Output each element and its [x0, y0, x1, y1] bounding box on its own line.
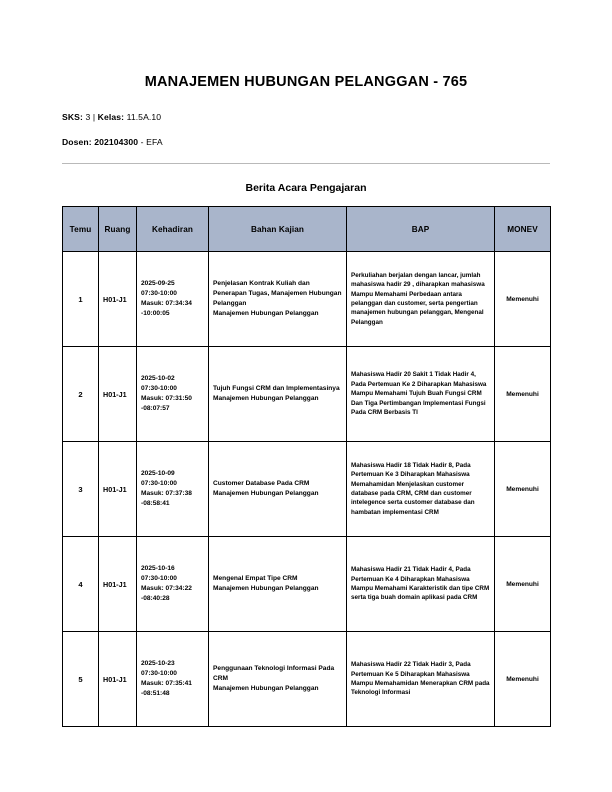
column-header-bahan-kajian: Bahan Kajian	[209, 207, 347, 252]
bahan-kajian-main: Tujuh Fungsi CRM dan Implementasinya	[213, 385, 340, 393]
cell-ruang: H01-J1	[99, 252, 137, 347]
table-row	[63, 442, 551, 537]
page-title: MANAJEMEN HUBUNGAN PELANGGAN - 765	[144, 74, 468, 90]
kehadiran-date: 2025-10-09	[141, 469, 175, 477]
meta-line-dosen	[62, 137, 550, 147]
column-header-ruang: Ruang	[99, 207, 137, 252]
cell-bap: Mahasiswa Hadir 18 Tidak Hadir 8, Pada Pertemuan Ke 3 Diharapkan Mahasiswa Memahamidan Menjelaskan customer database pada CRM, CRM dan customer intelegence serta customer database dan hambatan implementasi CRM	[347, 442, 495, 537]
bahan-kajian-sub: Manajemen Hubungan Pelanggan	[213, 395, 319, 402]
sks-value: 3	[85, 112, 91, 122]
kehadiran-time: 07:30-10:00	[141, 289, 177, 297]
bahan-kajian-main: Customer Database Pada CRM	[213, 480, 310, 488]
column-header-kehadiran: Kehadiran	[137, 207, 209, 252]
bahan-kajian-sub: Manajemen Hubungan Pelanggan	[213, 684, 319, 692]
kehadiran-keluar: -08:40:28	[141, 595, 170, 603]
cell-bahan-kajian	[209, 632, 347, 727]
kehadiran-date: 2025-10-23	[141, 659, 175, 667]
bahan-kajian-sub: Manajemen Hubungan Pelanggan	[213, 309, 319, 317]
kehadiran-keluar: -08:07:57	[141, 405, 170, 413]
cell-ruang: H01-J1	[99, 347, 137, 442]
kehadiran-keluar: -10:00:05	[141, 310, 170, 318]
kehadiran-time: 07:30-10:00	[141, 669, 177, 677]
cell-temu: 3	[63, 442, 99, 537]
meta-line-sks	[62, 112, 550, 122]
cell-bahan-kajian	[209, 442, 347, 537]
cell-ruang: H01-J1	[99, 537, 137, 632]
table-header-row	[63, 207, 551, 252]
kehadiran-date: 2025-10-16	[141, 564, 175, 572]
column-header-bap: BAP	[347, 207, 495, 252]
cell-temu: 2	[63, 347, 99, 442]
kehadiran-time: 07:30-10:00	[141, 384, 177, 392]
cell-monev: Memenuhi	[495, 442, 551, 537]
kehadiran-date: 2025-09-25	[141, 279, 175, 287]
berita-acara-table	[62, 206, 551, 727]
bahan-kajian-sub: Manajemen Hubungan Pelanggan	[213, 585, 319, 592]
dosen-code: 202104300	[94, 137, 139, 147]
cell-ruang: H01-J1	[99, 442, 137, 537]
kehadiran-masuk: Masuk: 07:31:50	[141, 395, 192, 402]
kehadiran-keluar: -08:58:41	[141, 500, 170, 508]
cell-kehadiran	[137, 252, 209, 347]
dosen-label: Dosen:	[62, 137, 92, 147]
table-row	[63, 252, 551, 347]
cell-bahan-kajian	[209, 347, 347, 442]
table-row	[63, 632, 551, 727]
kehadiran-masuk: Masuk: 07:35:41	[141, 680, 192, 687]
column-header-temu: Temu	[63, 207, 99, 252]
kehadiran-time: 07:30-10:00	[141, 574, 177, 582]
cell-bahan-kajian	[209, 537, 347, 632]
cell-bap: Mahasiswa Hadir 21 Tidak Hadir 4, Pada Pertemuan Ke 4 Diharapkan Mahasiswa Mampu Memahami Karakteristik dan tipe CRM serta tiga buah domain aplikasi pada CRM	[347, 537, 495, 632]
cell-kehadiran	[137, 347, 209, 442]
cell-kehadiran	[137, 537, 209, 632]
kehadiran-time: 07:30-10:00	[141, 479, 177, 487]
sks-label: SKS:	[62, 112, 83, 122]
kehadiran-masuk: Masuk: 07:37:38	[141, 490, 192, 497]
dosen-name: EFA	[146, 137, 163, 147]
cell-monev: Memenuhi	[495, 632, 551, 727]
kehadiran-date: 2025-10-02	[141, 374, 175, 382]
cell-temu: 5	[63, 632, 99, 727]
table-row	[63, 537, 551, 632]
bahan-kajian-sub: Manajemen Hubungan Pelanggan	[213, 490, 319, 497]
column-header-monev: MONEV	[495, 207, 551, 252]
bahan-kajian-main: Penggunaan Teknologi Informasi Pada CRM	[213, 665, 335, 683]
header-divider	[62, 163, 550, 164]
cell-temu: 4	[63, 537, 99, 632]
kehadiran-masuk: Masuk: 07:34:22	[141, 585, 192, 592]
cell-kehadiran	[137, 442, 209, 537]
table-body	[63, 252, 551, 727]
kelas-value: 11.5A.10	[126, 112, 162, 122]
cell-bahan-kajian	[209, 252, 347, 347]
cell-monev: Memenuhi	[495, 347, 551, 442]
bahan-kajian-main: Penjelasan Kontrak Kuliah dan Penerapan Tugas, Manajemen Hubungan Pelanggan	[213, 280, 342, 307]
section-title: Berita Acara Pengajaran	[245, 182, 367, 194]
kehadiran-masuk: Masuk: 07:34:34	[141, 300, 192, 307]
bahan-kajian-main: Mengenal Empat Tipe CRM	[213, 575, 298, 583]
cell-ruang: H01-J1	[99, 632, 137, 727]
course-meta	[62, 112, 550, 147]
cell-bap: Perkuliahan berjalan dengan lancar, jumlah mahasiswa hadir 29 , diharapkan mahasiswa Mampu Memahami Perbedaan antara pelanggan dan customer, serta pengertian manajemen hubungan pelanggan, Mengenal Pelanggan	[347, 252, 495, 347]
kehadiran-keluar: -08:51:48	[141, 690, 170, 698]
cell-monev: Memenuhi	[495, 537, 551, 632]
kelas-label: Kelas:	[97, 112, 125, 122]
meta-separator: |	[92, 112, 96, 122]
table-header	[63, 207, 551, 252]
cell-bap: Mahasiswa Hadir 20 Sakit 1 Tidak Hadir 4, Pada Pertemuan Ke 2 Diharapkan Mahasiswa Mampu Memahami Tujuh Buah Fungsi CRM Dan Tiga Pertimbangan Implementasi Fungsi Pada CRM Berbasis TI	[347, 347, 495, 442]
cell-kehadiran	[137, 632, 209, 727]
cell-temu: 1	[63, 252, 99, 347]
cell-monev: Memenuhi	[495, 252, 551, 347]
cell-bap: Mahasiswa Hadir 22 Tidak Hadir 3, Pada Pertemuan Ke 5 Diharapkan Mahasiswa Mampu Memahamidan Menerapkan CRM pada Teknologi Informasi	[347, 632, 495, 727]
dosen-dash: -	[140, 137, 144, 147]
table-row	[63, 347, 551, 442]
